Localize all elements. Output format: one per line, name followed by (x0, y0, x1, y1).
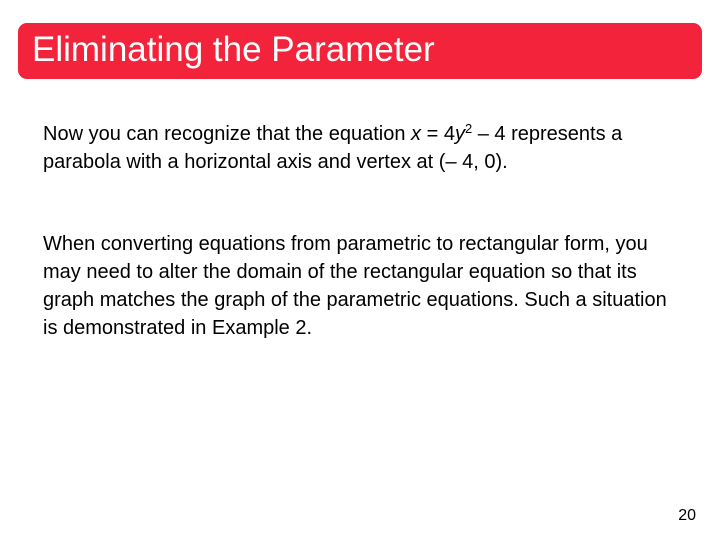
variable-y: y (454, 123, 465, 145)
paragraph-parabola (43, 120, 683, 176)
page-number: 20 (678, 507, 696, 524)
paragraph-tail-text: – 4 represents a parabola with a horizontal axis and vertex at (– 4, 0). (43, 123, 623, 173)
paragraph-domain: When converting equations from parametric to rectangular form, you may need to alter the domain of the rectangular equation so that its graph matches the graph of the parametric equations. Such a situation is demonstrated in Example 2. (43, 233, 667, 339)
equals-text: = 4 (421, 123, 455, 145)
slide-title: Eliminating the Parameter (32, 29, 435, 69)
variable-x: x (411, 123, 422, 145)
title-bar (18, 23, 702, 79)
paragraph-intro-text: Now you can recognize that the equation (43, 123, 412, 145)
exponent: 2 (464, 121, 473, 136)
